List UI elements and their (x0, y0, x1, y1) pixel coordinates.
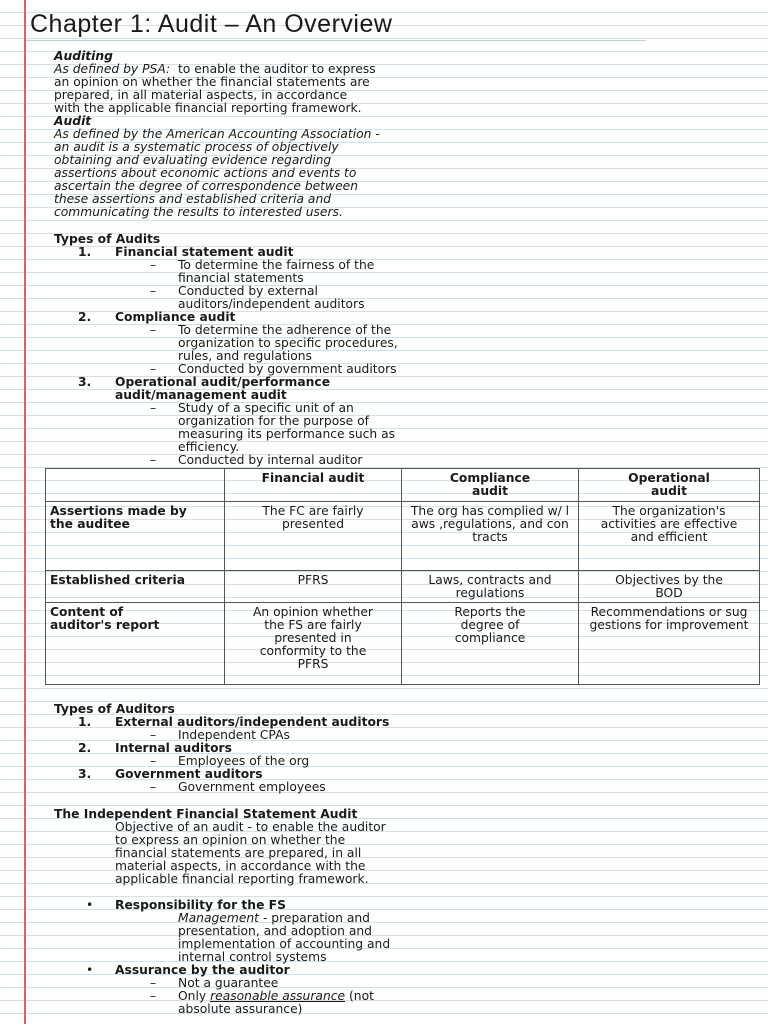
management-term: Management (178, 911, 260, 925)
table-row (46, 502, 760, 571)
responsibility-line: implementation of accounting and (178, 937, 391, 951)
reasonable-assurance-term: reasonable assurance (210, 989, 346, 1003)
dash-bullet: – (150, 976, 157, 990)
audit-comparison-table (45, 468, 760, 685)
table-cell: The FC are fairly presented (225, 502, 402, 571)
audit-type-name: Compliance audit (115, 310, 236, 324)
bullet-text: auditors/independent auditors (178, 297, 365, 311)
margin-line (24, 0, 26, 1024)
table-header-cell: Compliance audit (402, 469, 579, 502)
bullet-text: Government employees (178, 780, 326, 794)
auditing-line: with the applicable financial reporting framework. (54, 101, 362, 115)
auditing-line: to enable the auditor to express (177, 62, 376, 76)
independent-audit-heading: The Independent Financial Statement Audit (54, 807, 358, 821)
table-row-header: Assertions made by the auditee (46, 502, 225, 571)
audit-line: communicating the results to interested users. (54, 205, 343, 219)
bullet-text: rules, and regulations (178, 349, 312, 363)
types-of-audits-heading: Types of Audits (54, 232, 161, 246)
table-header-cell: Operational audit (579, 469, 760, 502)
auditor-type-name: Government auditors (115, 767, 263, 781)
list-number: 3. (78, 767, 92, 781)
bullet-text: To determine the adherence of the (178, 323, 392, 337)
auditing-intro: As defined by PSA: (54, 62, 171, 76)
bullet-text: organization for the purpose of (178, 414, 369, 428)
audit-line: these assertions and established criteria and (54, 192, 332, 206)
objective-line: to express an opinion on whether the (115, 833, 346, 847)
table-header-cell: Financial audit (225, 469, 402, 502)
table-cell: PFRS (225, 571, 402, 603)
dash-bullet: – (150, 780, 157, 794)
table-header-row (46, 469, 760, 502)
auditing-line: prepared, in all material aspects, in accordance (54, 88, 348, 102)
table-row (46, 603, 760, 685)
list-number: 1. (78, 245, 92, 259)
list-number: 2. (78, 741, 92, 755)
bullet-text: Conducted by internal auditor (178, 453, 363, 467)
bullet-dot-icon: • (86, 963, 94, 977)
objective-line: material aspects, in accordance with the (115, 859, 366, 873)
bullet-text: Study of a specific unit of an (178, 401, 354, 415)
table-cell: Recommendations or suggestions for improvement (579, 603, 760, 685)
bullet-text: To determine the fairness of the (178, 258, 375, 272)
bullet-text: Employees of the org (178, 754, 310, 768)
responsibility-heading: Responsibility for the FS (115, 898, 286, 912)
dash-bullet: – (150, 989, 157, 1003)
table-corner-cell (46, 469, 225, 502)
dash-bullet: – (150, 323, 157, 337)
objective-line: applicable financial reporting framework. (115, 872, 369, 886)
dash-bullet: – (150, 754, 157, 768)
objective-line: financial statements are prepared, in all (115, 846, 362, 860)
assurance-line: Only reasonable assurance (not (178, 989, 374, 1003)
responsibility-text: - preparation and (262, 911, 370, 925)
bullet-text: absolute assurance) (178, 1002, 303, 1016)
objective-line: Objective of an audit - to enable the auditor (115, 820, 386, 834)
audit-heading: Audit (54, 114, 92, 128)
audit-type-name: Operational audit/performance (115, 375, 331, 389)
bullet-text: measuring its performance such as (178, 427, 396, 441)
page-title: Chapter 1: Audit – An Overview (30, 10, 393, 38)
audit-line: obtaining and evaluating evidence regarding (54, 153, 332, 167)
types-of-auditors-heading: Types of Auditors (54, 702, 175, 716)
auditor-type-name: Internal auditors (115, 741, 232, 755)
audit-type-name: Financial statement audit (115, 245, 294, 259)
bullet-text: Conducted by government auditors (178, 362, 397, 376)
bullet-text: Independent CPAs (178, 728, 290, 742)
auditing-heading: Auditing (54, 49, 113, 63)
audit-type-name: audit/management audit (115, 388, 287, 402)
table-cell: The organization's activities are effective and efficient (579, 502, 760, 571)
bullet-text: financial statements (178, 271, 304, 285)
dash-bullet: – (150, 258, 157, 272)
bullet-dot-icon: • (86, 898, 94, 912)
dash-bullet: – (150, 284, 157, 298)
auditing-line: an opinion on whether the financial statements are (54, 75, 370, 89)
title-underline (26, 40, 646, 41)
audit-line: ascertain the degree of correspondence between (54, 179, 358, 193)
table-cell: Reports the degree of compliance (402, 603, 579, 685)
bullet-text: efficiency. (178, 440, 240, 454)
dash-bullet: – (150, 728, 157, 742)
list-number: 3. (78, 375, 92, 389)
list-number: 2. (78, 310, 92, 324)
list-number: 1. (78, 715, 92, 729)
table-row-header: Content of auditor's report (46, 603, 225, 685)
table-row (46, 571, 760, 603)
table-cell: Laws, contracts and regulations (402, 571, 579, 603)
responsibility-line: internal control systems (178, 950, 327, 964)
dash-bullet: – (150, 401, 157, 415)
bullet-text: Conducted by external (178, 284, 318, 298)
table-cell: An opinion whether the FS are fairly presented in conformity to the PFRS (225, 603, 402, 685)
table-cell: Objectives by the BOD (579, 571, 760, 603)
assurance-heading: Assurance by the auditor (115, 963, 290, 977)
audit-line: As defined by the American Accounting Association - (54, 127, 380, 141)
audit-line: an audit is a systematic process of objectively (54, 140, 339, 154)
table-cell: The org has complied w/ laws ,regulations, and contracts (402, 502, 579, 571)
auditor-type-name: External auditors/independent auditors (115, 715, 390, 729)
responsibility-line: presentation, and adoption and (178, 924, 372, 938)
audit-line: assertions about economic actions and events to (54, 166, 357, 180)
bullet-text: Not a guarantee (178, 976, 279, 990)
bullet-text: organization to specific procedures, (178, 336, 398, 350)
dash-bullet: – (150, 362, 157, 376)
dash-bullet: – (150, 453, 157, 467)
table-row-header: Established criteria (46, 571, 225, 603)
